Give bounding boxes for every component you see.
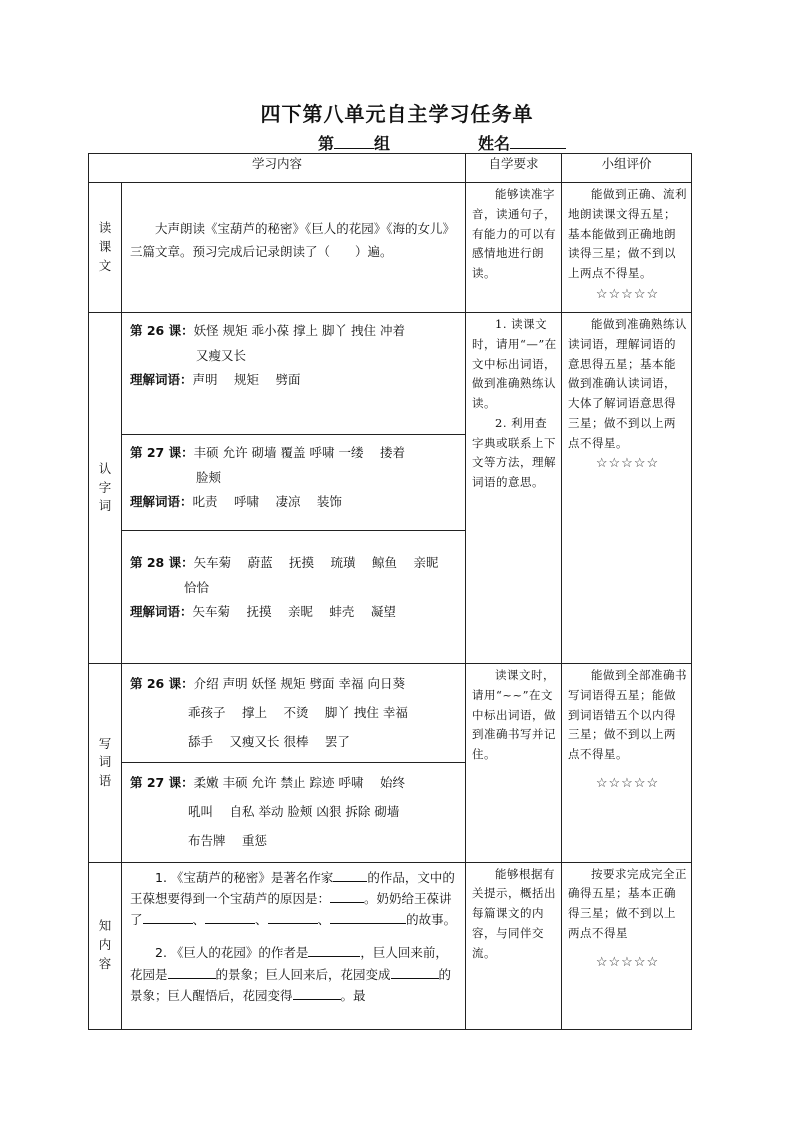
answer-blank[interactable]: [143, 911, 193, 924]
read-row: [89, 183, 692, 313]
name-blank[interactable]: [510, 134, 566, 149]
answer-blank[interactable]: [391, 966, 439, 979]
recognize-requirement: 1. 读课文时，请用“—”在文中标出词语，做到准确熟练认读。 2. 利用查字典或联系上下文等方法，理解词语的意思。: [466, 313, 562, 664]
read-content: 大声朗读《宝葫芦的秘密》《巨人的花园》《海的女儿》三篇文章。预习完成后记录朗读了（ ）遍。: [122, 183, 466, 313]
header-evaluation: 小组评价: [562, 154, 692, 183]
knowledge-row: [89, 862, 692, 1029]
recognize-lesson-27: 第 27 课：丰硕 允许 砌墙 覆盖 呼啸 一缕 搂着 脸颊 理解词语：叱责 呼啸 凄凉 装饰: [122, 435, 466, 531]
group-prefix: 第: [318, 134, 335, 153]
answer-blank[interactable]: [330, 890, 364, 903]
knowledge-content: [122, 862, 466, 1029]
name-line: [478, 131, 566, 154]
write-lesson-26: 第 26 课：介绍 声明 妖怪 规矩 劈面 幸福 向日葵 乖孩子 撑上 不烫 脚丫 拽住 幸福 舔手 又瘦又长 很棒 罢了: [122, 664, 466, 763]
knowledge-question-1: 1. 《宝葫芦的秘密》是著名作家 的作品，文中的王葆想要得到一个宝葫芦的原因是： 。奶奶给王葆讲了 、 、 、 的故事。: [130, 869, 457, 927]
knowledge-requirement: 能够根据有关提示，概括出每篇课文的内容，与同伴交流。: [466, 862, 562, 1029]
recognize-row-26: [89, 313, 692, 435]
header-content: 学习内容: [89, 154, 466, 183]
group-suffix: 组: [374, 134, 391, 153]
write-lesson-27: 第 27 课：柔嫩 丰硕 允许 禁止 踪迹 呼啸 始终 吼叫 自私 举动 脸颊 凶狠 拆除 砌墙 布告牌 重惩: [122, 763, 466, 862]
recognize-stars[interactable]: ☆☆☆☆☆: [595, 456, 660, 472]
read-requirement: 能够读准字音，读通句子，有能力的可以有感情地进行朗读。: [466, 183, 562, 313]
write-evaluation: 能做到全部准确书写词语得五星；能做到词语错五个以内得三星；做不到以上两点不得星。 ☆☆☆☆☆: [562, 664, 692, 863]
table-header-row: [89, 154, 692, 183]
recognize-evaluation: 能做到准确熟练认读词语，理解词语的意思得五星；基本能做到准确认读词语，大体了解词语意思得三星；做不到以上两点不得星。 ☆☆☆☆☆: [562, 313, 692, 664]
answer-blank[interactable]: [333, 869, 367, 882]
write-row-26: [89, 664, 692, 763]
page-title: 四下第八单元自主学习任务单: [260, 102, 534, 126]
answer-blank[interactable]: [168, 966, 216, 979]
answer-blank[interactable]: [293, 987, 341, 1000]
write-stars[interactable]: ☆☆☆☆☆: [595, 775, 660, 791]
read-label: 读 课 文: [89, 183, 122, 313]
knowledge-label: 知 内 容: [89, 862, 122, 1029]
header-requirement: 自学要求: [466, 154, 562, 183]
write-requirement: 读课文时，请用“~~”在文中标出词语，做到准确书写并记住。: [466, 664, 562, 863]
knowledge-stars[interactable]: ☆☆☆☆☆: [595, 954, 660, 970]
task-table: [88, 153, 692, 1030]
knowledge-question-2: 2. 《巨人的花园》的作者是 ，巨人回来前，花园是 的景象；巨人回来后，花园变成 的景象；巨人醒悟后，花园变得 。最: [130, 945, 452, 1003]
knowledge-evaluation: 按要求完成完全正确得五星；基本正确得三星；做不到以上两点不得星 ☆☆☆☆☆: [562, 862, 692, 1029]
recognize-lesson-28: 第 28 课：矢车菊 蔚蓝 抚摸 琉璜 鲸鱼 亲昵 恰恰 理解词语：矢车菊 抚摸 亲昵 蚌壳 凝望: [122, 531, 466, 664]
recognize-label: 认 字 词: [89, 313, 122, 664]
answer-blank[interactable]: [308, 944, 360, 957]
read-stars[interactable]: ☆☆☆☆☆: [595, 286, 660, 302]
answer-blank[interactable]: [205, 911, 255, 924]
answer-blank[interactable]: [330, 911, 406, 924]
group-blank[interactable]: [334, 134, 374, 149]
answer-blank[interactable]: [268, 911, 318, 924]
name-label: 姓名: [478, 134, 511, 153]
recognize-lesson-26: 第 26 课：妖怪 规矩 乖小葆 撑上 脚丫 拽住 冲着 又瘦又长 理解词语：声明 规矩 劈面: [122, 313, 466, 435]
write-label: 写 词 语: [89, 664, 122, 863]
group-line: [318, 131, 390, 154]
read-evaluation: 能做到正确、流利地朗读课文得五星；基本能做到正确地朗读得三星；做不到以上两点不得星。 ☆☆☆☆☆: [562, 183, 692, 313]
